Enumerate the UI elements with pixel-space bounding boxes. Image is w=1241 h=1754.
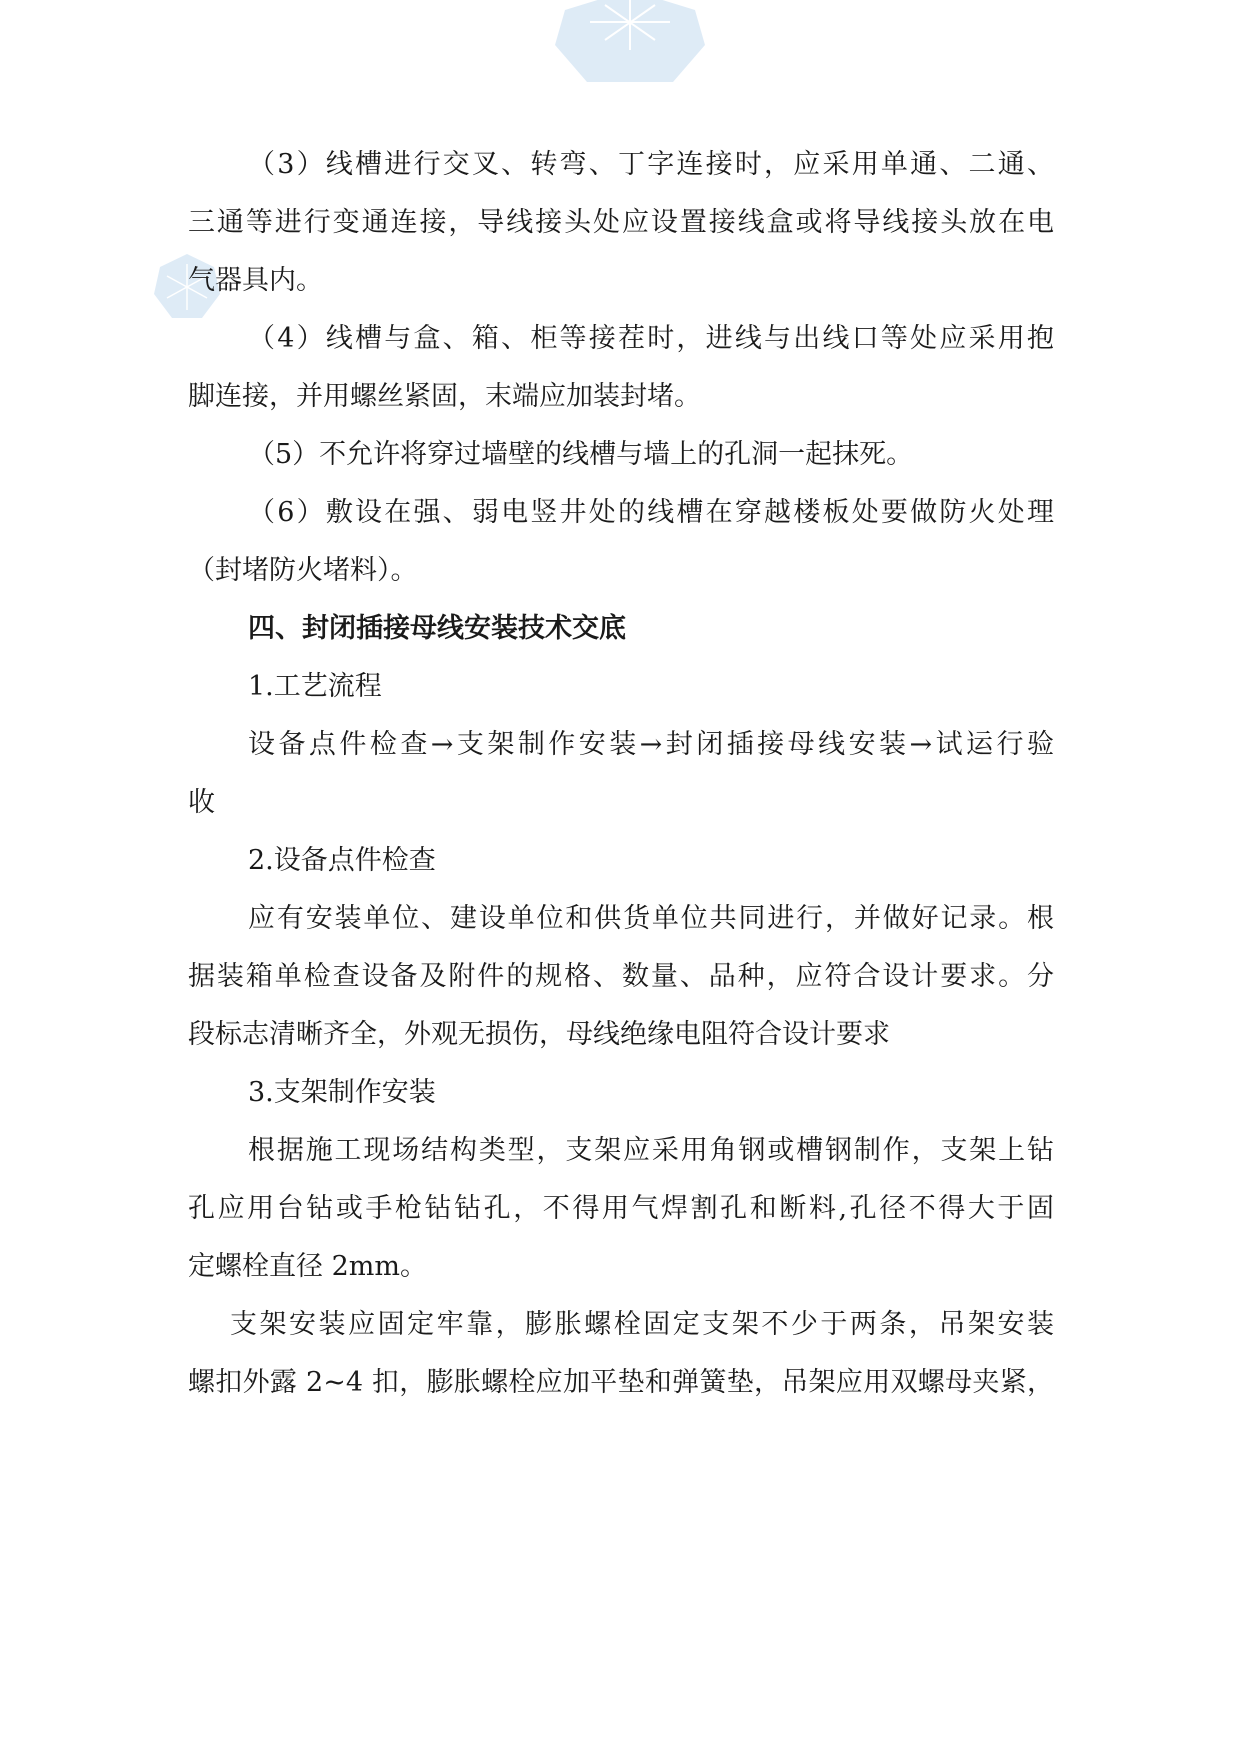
paragraph-line: 定螺栓直径 2mm。 <box>188 1251 427 1282</box>
paragraph-line: 气器具内。 <box>188 265 323 296</box>
paragraph-line: 设备点件检查→支架制作安装→封闭插接母线安装→试运行验 <box>248 729 1054 760</box>
paragraph-line: 支架安装应固定牢靠，膨胀螺栓固定支架不少于两条，吊架安装 <box>230 1309 1054 1340</box>
paragraph-line: （封堵防火堵料）。 <box>188 555 418 586</box>
paragraph-line: （3）线槽进行交叉、转弯、丁字连接时，应采用单通、二通、 <box>248 149 1054 180</box>
subsection-heading: 1.工艺流程 <box>248 671 382 702</box>
paragraph-line: 段标志清晰齐全，外观无损伤，母线绝缘电阻符合设计要求 <box>188 1019 890 1050</box>
paragraph-line: （6）敷设在强、弱电竖井处的线槽在穿越楼板处要做防火处理 <box>248 497 1054 528</box>
paragraph-line: 脚连接，并用螺丝紧固，末端应加装封堵。 <box>188 381 701 412</box>
subsection-heading: 3.支架制作安装 <box>248 1077 436 1108</box>
paragraph-line: 收 <box>188 787 215 818</box>
section-heading: 四、封闭插接母线安装技术交底 <box>248 613 626 644</box>
paragraph-line: 螺扣外露 2~4 扣，膨胀螺栓应加平垫和弹簧垫，吊架应用双螺母夹紧， <box>188 1367 1054 1398</box>
paragraph-line: 孔应用台钻或手枪钻钻孔，不得用气焊割孔和断料,孔径不得大于固 <box>188 1193 1054 1224</box>
paragraph-line: （5）不允许将穿过墙壁的线槽与墙上的孔洞一起抹死。 <box>248 439 914 470</box>
paragraph-line: 应有安装单位、建设单位和供货单位共同进行，并做好记录。根 <box>248 903 1054 934</box>
subsection-heading: 2.设备点件检查 <box>248 845 436 876</box>
paragraph-line: （4）线槽与盒、箱、柜等接茬时，进线与出线口等处应采用抱 <box>248 323 1054 354</box>
paragraph-line: 据装箱单检查设备及附件的规格、数量、品种，应符合设计要求。分 <box>188 961 1054 992</box>
paragraph-line: 三通等进行变通连接，导线接头处应设置接线盒或将导线接头放在电 <box>188 207 1054 238</box>
paragraph-line: 根据施工现场结构类型，支架应采用角钢或槽钢制作，支架上钻 <box>248 1135 1054 1166</box>
